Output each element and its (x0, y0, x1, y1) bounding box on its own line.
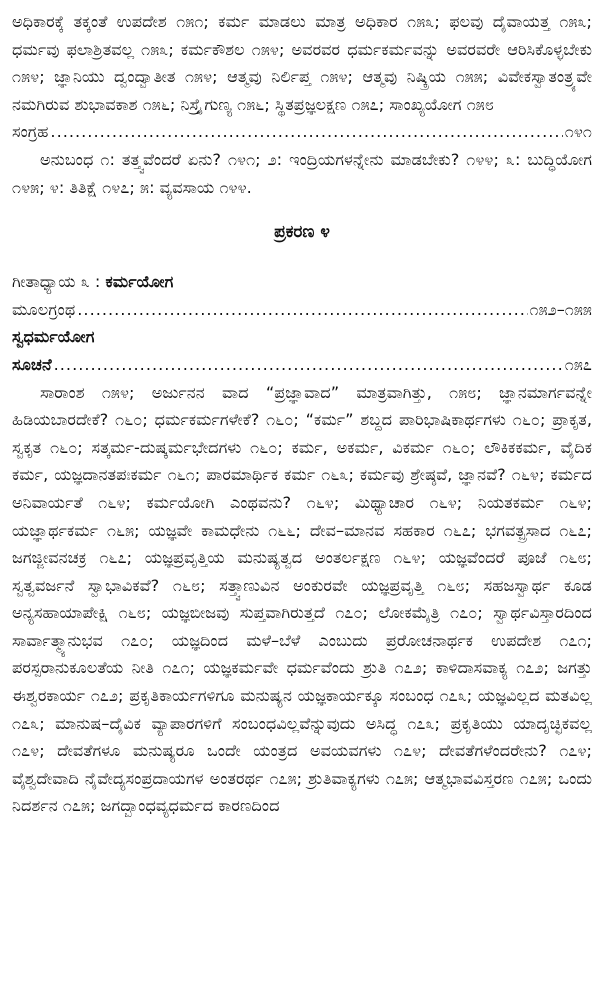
section-heading: ಪ್ರಕರಣ ೪ (274, 222, 330, 243)
sangraha-page: ೧೪೧ (564, 122, 592, 142)
chapter-title: ಕರ್ಮಯೋಗ (105, 272, 174, 292)
top-index-paragraph: ಅಧಿಕಾರಕ್ಕೆ ತಕ್ಕಂತೆ ಉಪದೇಶ ೧೫೧; ಕರ್ಮ ಮಾಡಲು ಮಾತ್ರ ಅಧಿಕಾರ ೧೫೩; ಫಲವು ದೈವಾಯತ್ತ ೧೫೩; ಧರ್ಮವು ಫಲಾಶ್ರಿತವಲ್ಲ ೧೫೩; ಕರ್ಮಕೌಶಲ ೧೫೪; ಅವರವರ ಧರ್ಮಕರ್ಮವನ್ನು ಅವರವರೇ ಆರಿಸಿಕೊಳ್ಳಬೇಕು ೧೫೪; ಜ್ಞಾನಿಯು ದ್ವಂದ್ವಾತೀತ ೧೫೪; ಆತ್ಮವು ನಿರ್ಲಿಪ್ತ ೧೫೪; ಆತ್ಮವು ನಿಷ್ಕ್ರಿಯ ೧೫೫; ವಿವೇಕಸ್ವಾತಂತ್ರ್ಯವೇ ನಮಗಿರುವ ಶುಭಾವಕಾಶ ೧೫೬; ನಿಸ್ತ್ರೈಗುಣ್ಯ ೧೫೬; ಸ್ಥಿತಪ್ರಜ್ಞಲಕ್ಷಣ ೧೫೭; ಸಾಂಖ್ಯಯೋಗ ೧೫೮ (12, 12, 592, 114)
anubandha-paragraph: ಅನುಬಂಧ ೧: ತತ್ತ್ವವೆಂದರೆ ಏನು? ೧೪೧; ೨: ಇಂದ್ರಿಯಗಳನ್ನೇನು ಮಾಡಬೇಕು? ೧೪೪; ೩: ಬುದ್ಧಿಯೋಗ ೧೪೫; ೪: ತಿತಿಕ್ಷೆ ೧೪೭; ೫: ವ್ಯವಸಾಯ ೧೪೪. (12, 149, 592, 197)
dot-leader (54, 351, 563, 379)
sangraha-label: ಸಂಗ್ರಹ (12, 122, 49, 142)
soochane-page: ೧೫೭ (564, 354, 592, 374)
main-index-paragraph: ಸಾರಾಂಶ ೧೫೪; ಅರ್ಜುನನ ವಾದ “ಪ್ರಜ್ಞಾವಾದ” ಮಾತ್ರವಾಗಿತ್ತು, ೧೫೮; ಜ್ಞಾನಮಾರ್ಗವನ್ನೇ ಹಿಡಿಯಬಾರದೇಕೆ? ೧೬೦; ಧರ್ಮಕರ್ಮಗಳೇಕೆ? ೧೬೦; “ಕರ್ಮ” ಶಬ್ದದ ಪಾರಿಭಾಷಿಕಾರ್ಥಗಳು ೧೬೦; ಪ್ರಾಕೃತ, ಸ್ವಕೃತ ೧೬೦; ಸತ್ಕರ್ಮ-ದುಷ್ಕರ್ಮಭೇದಗಳು ೧೬೦; ಕರ್ಮ, ಅಕರ್ಮ, ವಿಕರ್ಮ ೧೬೦; ಲೌಕಿಕಕರ್ಮ, ವೈದಿಕ ಕರ್ಮ, ಯಜ್ಞದಾನತಪಃಕರ್ಮ ೧೬೧; ಪಾರಮಾರ್ಥಿಕ ಕರ್ಮ ೧೬೩; ಕರ್ಮವು ಶ್ರೇಷ್ಠವೆ, ಜ್ಞಾನವೆ? ೧೬೪; ಕರ್ಮದ ಅನಿವಾರ್ಯತೆ ೧೬೪; ಕರ್ಮಯೋಗಿ ಎಂಥವನು? ೧೬೪; ಮಿಥ್ಯಾಚಾರ ೧೬೪; ನಿಯತಕರ್ಮ ೧೬೪; ಯಜ್ಞಾರ್ಥಕರ್ಮ ೧೬೫; ಯಜ್ಞವೇ ಕಾಮಧೇನು ೧೬೬; ದೇವ–ಮಾನವ ಸಹಕಾರ ೧೬೭; ಭಗವತ್ಪ್ರಸಾದ ೧೬೭; ಜಗಜ್ಜೀವನಚಕ್ರ ೧೬೭; ಯಜ್ಞಪ್ರವೃತ್ತಿಯ ಮನುಷ್ಯತ್ವದ ಅಂತರ್ಲಕ್ಷಣ ೧೬೪; ಯಜ್ಞವೆಂದರೆ ಪೂಜೆ ೧೬೮; ಸ್ವತ್ವವರ್ಜನೆ ಸ್ವಾಭಾವಿಕವೆ? ೧೬೮; ಸತ್ತ್ವಾಣುವಿನ ಅಂಕುರವೇ ಯಜ್ಞಪ್ರವೃತ್ತಿ ೧೬೮; ಸಹಜಸ್ವಾರ್ಥ ಕೂಡ ಅನ್ಯಸಹಾಯಾಪೇಕ್ಷಿ ೧೬೮; ಯಜ್ಞಬೀಜವು ಸುಪ್ತವಾಗಿರುತ್ತದೆ ೧೭೦; ಲೋಕಮೈತ್ರಿ ೧೭೦; ಸ್ವಾರ್ಥವಿಸ್ತಾರದಿಂದ ಸಾರ್ವಾತ್ಮ್ಯಾನುಭವ ೧೭೦; ಯಜ್ಞದಿಂದ ಮಳೆ–ಬೆಳೆ ಎಂಬುದು ಪ್ರರೋಚನಾರ್ಥಕ ಉಪದೇಶ ೧೭೧; ಪರಸ್ಪರಾನುಕೂಲತೆಯ ನೀತಿ ೧೭೧; ಯಜ್ಞಕರ್ಮವೇ ಧರ್ಮವೆಂದು ಶ್ರುತಿ ೧೭೨; ಕಾಳಿದಾಸವಾಕ್ಯ ೧೭೨; ಜಗತ್ತು ಈಶ್ವರಕಾರ್ಯ ೧೭೨; ಪ್ರಕೃತಿಕಾರ್ಯಗಳಿಗೂ ಮನುಷ್ಯನ ಯಜ್ಞಕಾರ್ಯಕ್ಕೂ ಸಂಬಂಧ ೧೭೩; ಯಜ್ಞವಿಲ್ಲದ ಮತವಿಲ್ಲ ೧೭೩; ಮಾನುಷ–ದೈವಿಕ ವ್ಯಾಪಾರಗಳಿಗೆ ಸಂಬಂಧವಿಲ್ಲವೆನ್ನುವುದು ಅಸಿದ್ಧ ೧೭೩; ಪ್ರಕೃತಿಯು ಯಾದೃಚ್ಛಿಕವಲ್ಲ ೧೭೪; ದೇವತೆಗಳೂ ಮನುಷ್ಯರೂ ಒಂದೇ ಯಂತ್ರದ ಅವಯವಗಳು ೧೭೪; ದೇವತೆಗಳೆಂದರೇನು? ೧೭೪; ವೈಶ್ವದೇವಾದಿ ನೈವೇದ್ಯಸಂಪ್ರದಾಯಗಳ ಅಂತರರ್ಥ ೧೭೫; ಶ್ರುತಿವಾಕ್ಯಗಳು ೧೭೫; ಆತ್ಮಭಾವವಿಸ್ತರಣ ೧೭೫; ಒಂದು ನಿದರ್ಶನ ೧೭೫; ಜಗದ್ಬಾಂಧವ್ಯಧರ್ಮದ ಕಾರಣದಿಂದ (12, 382, 592, 816)
soochane-entry (12, 351, 592, 379)
sangraha-entry (12, 118, 592, 146)
dot-leader (77, 296, 527, 324)
soochane-label: ಸೂಚನೆ (12, 354, 52, 374)
moolagrantha-label: ಮೂಲಗ್ರಂಥ (12, 299, 76, 319)
dot-leader (50, 118, 562, 146)
moolagrantha-entry (12, 296, 592, 324)
chapter-prefix: ಗೀತಾಧ್ಯಾಯ ೩ : (12, 272, 101, 292)
moolagrantha-page: ೧೫೨–೧೫೫ (529, 299, 592, 319)
chapter-line (12, 268, 592, 296)
svadharmayoga-heading: ಸ್ವಧರ್ಮಯೋಗ (12, 327, 95, 347)
